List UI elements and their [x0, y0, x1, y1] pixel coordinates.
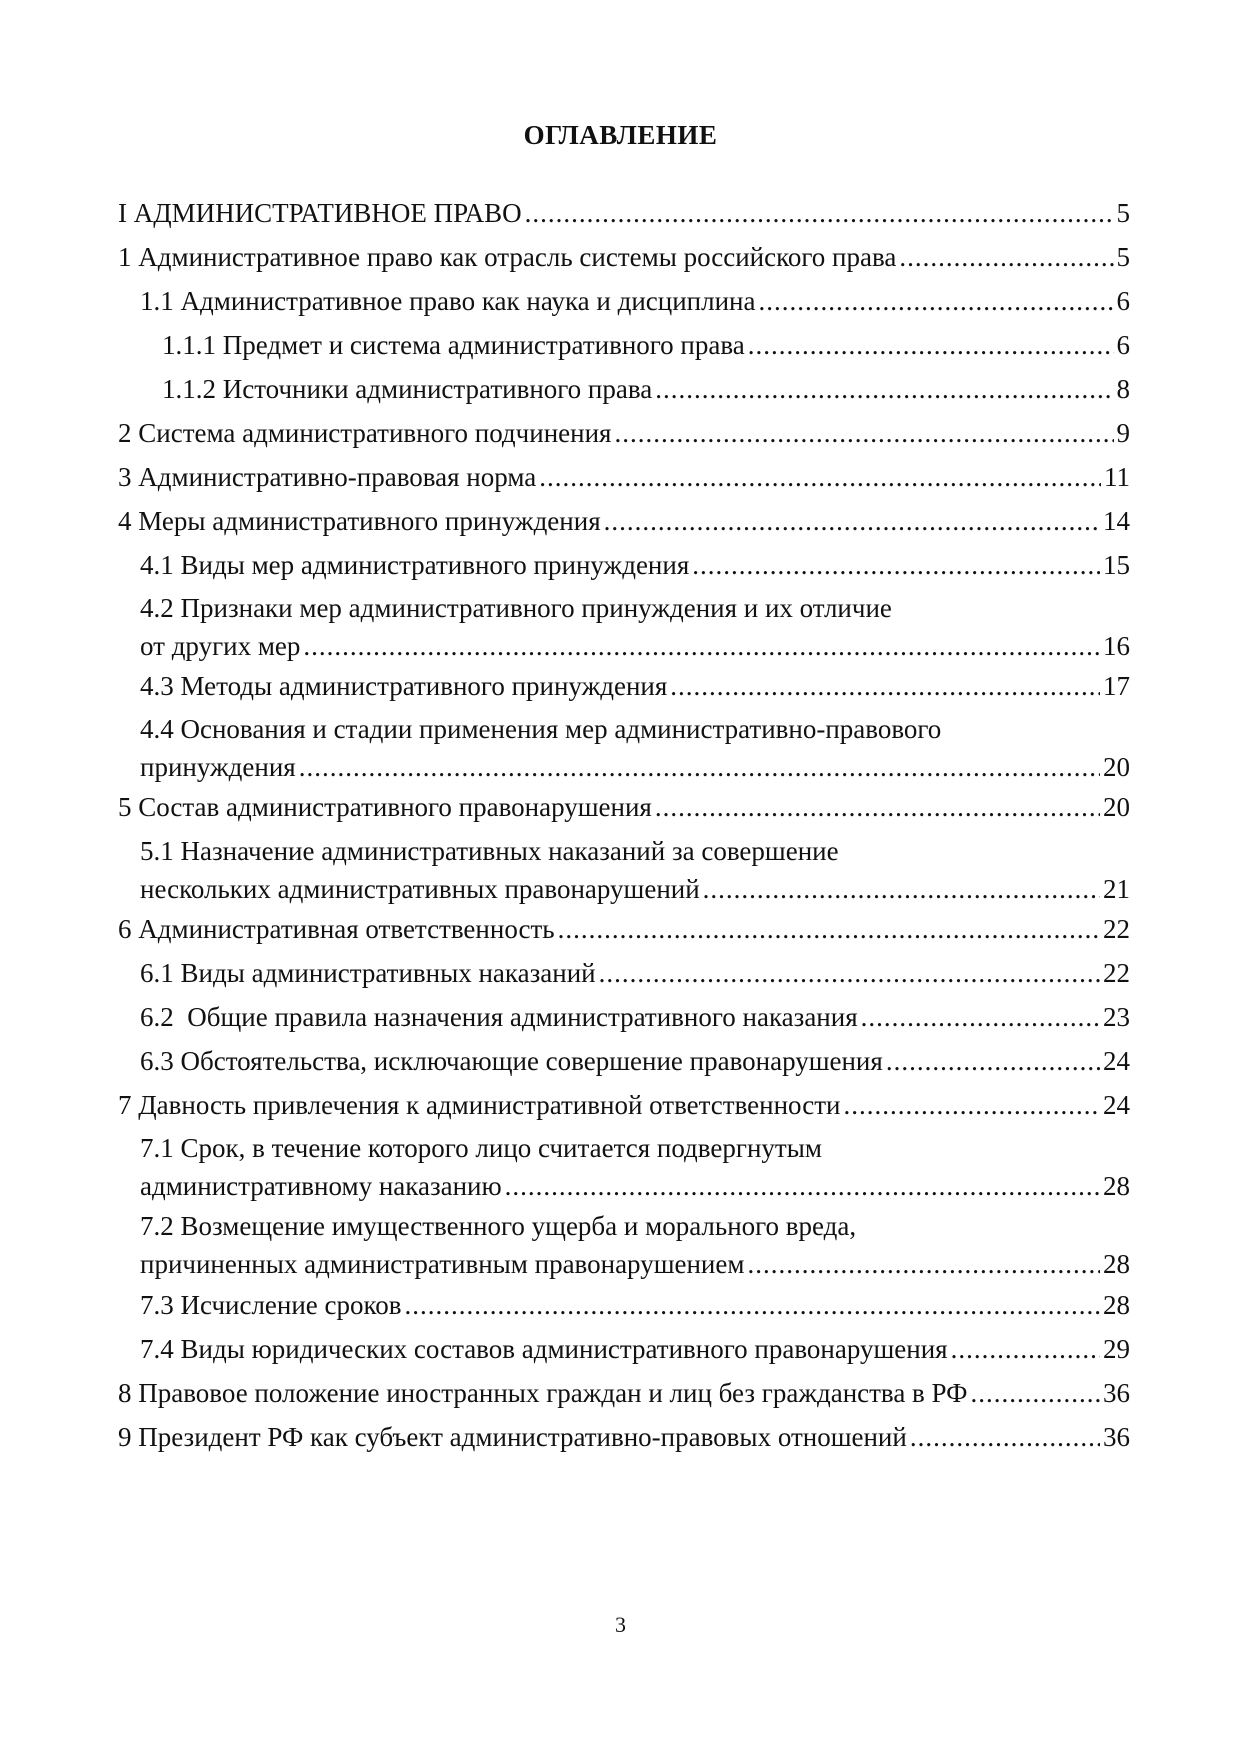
dot-leader [303, 627, 1100, 665]
toc-entry-page: 20 [1103, 752, 1130, 782]
toc-entry-page: 9 [1116, 418, 1130, 448]
dot-leader [599, 954, 1100, 992]
toc-entry[interactable] [140, 832, 1130, 908]
toc-entry-page: 6 [1116, 330, 1130, 360]
toc-entry-title: 6.3 Обстоятельства, исключающие совершение правонарушения [140, 1046, 883, 1076]
toc-entry-page: 24 [1103, 1090, 1130, 1120]
toc-entry[interactable] [140, 667, 1130, 705]
toc-entry-line [140, 1167, 1130, 1205]
toc-entry-line [118, 194, 1130, 232]
toc-entry-page: 28 [1103, 1249, 1130, 1279]
page-title: ОГЛАВЛЕНИЕ [523, 120, 718, 150]
toc-entry[interactable] [140, 954, 1130, 992]
toc-entry-title: 4.1 Виды мер административного принуждения [140, 550, 690, 580]
dot-leader [539, 458, 1101, 496]
toc-entry-page: 11 [1104, 462, 1130, 492]
toc-entry-title: 6 Административная ответственность [118, 914, 555, 944]
toc-entry-page: 29 [1103, 1334, 1130, 1364]
dot-leader [758, 282, 1113, 320]
toc-entry-title-first-line: 5.1 Назначение административных наказаний за совершение [140, 836, 839, 866]
dot-leader [655, 788, 1100, 826]
toc-entry-title: 4.3 Методы административного принуждения [140, 671, 668, 701]
toc-entry-title: принуждения [140, 752, 296, 782]
toc-entry[interactable] [140, 282, 1130, 320]
dot-leader [886, 1042, 1100, 1080]
toc-entry-page: 5 [1116, 198, 1130, 228]
toc-entry-line [118, 238, 1130, 276]
toc-entry-title: 9 Президент РФ как субъект административно-правовых отношений [118, 1422, 907, 1452]
dot-leader [299, 748, 1100, 786]
toc-entry-title: причиненных административным правонарушением [140, 1249, 745, 1279]
toc-entry-line [140, 1330, 1130, 1368]
toc-entry[interactable] [140, 546, 1130, 584]
toc-entry[interactable] [140, 1330, 1130, 1368]
dot-leader [861, 998, 1100, 1036]
toc-entry-title: от других мер [140, 631, 301, 661]
dot-leader [505, 1167, 1100, 1205]
dot-leader [604, 502, 1100, 540]
toc-entry[interactable] [140, 710, 1130, 786]
toc-entry-page: 24 [1103, 1046, 1130, 1076]
toc-entry[interactable] [118, 1086, 1130, 1124]
toc-entry-title-first-line: 7.2 Возмещение имущественного ущерба и морального вреда, [140, 1211, 857, 1241]
dot-leader [747, 1245, 1100, 1283]
toc-entry-title: 3 Административно-правовая норма [118, 462, 537, 492]
toc-entry-line [140, 546, 1130, 584]
dot-leader [748, 326, 1114, 364]
toc-entry-line [140, 627, 1130, 665]
toc-entry-title-first-line: 4.4 Основания и стадии применения мер административно-правового [140, 714, 942, 744]
dot-leader [843, 1086, 1100, 1124]
toc-entry[interactable] [118, 910, 1130, 948]
toc-entry-line [140, 1042, 1130, 1080]
toc-entry-title: 1.1 Административное право как наука и дисциплина [140, 286, 756, 316]
toc-entry-line [118, 458, 1130, 496]
toc-entry-page: 17 [1103, 671, 1130, 701]
toc-entry-line [118, 788, 1130, 826]
toc-entry-page: 16 [1103, 631, 1130, 661]
toc-entry-page: 21 [1103, 874, 1130, 904]
toc-entry-title: 2 Система административного подчинения [118, 418, 612, 448]
toc-entry-line [140, 1286, 1130, 1324]
toc-entry-line [118, 414, 1130, 452]
toc-entry[interactable] [140, 589, 1130, 665]
toc-entry[interactable] [140, 998, 1130, 1036]
toc-entry-title: 4 Меры административного принуждения [118, 506, 601, 536]
toc-entry-page: 8 [1116, 374, 1130, 404]
toc-entry-line [162, 370, 1130, 408]
toc-entry[interactable] [162, 326, 1130, 364]
toc-entry-title: административному наказанию [140, 1171, 502, 1201]
toc-entry-page: 36 [1103, 1422, 1130, 1452]
toc-entry[interactable] [118, 788, 1130, 826]
toc-entry-line [162, 326, 1130, 364]
toc-entry-title: 1.1.1 Предмет и система административного права [162, 330, 745, 360]
toc-entry-line [140, 998, 1130, 1036]
toc-entry[interactable] [140, 1042, 1130, 1080]
dot-leader [951, 1330, 1100, 1368]
toc-entry-page: 22 [1103, 958, 1130, 988]
dot-leader [670, 667, 1100, 705]
toc-entry[interactable] [118, 502, 1130, 540]
toc-entry-page: 28 [1103, 1171, 1130, 1201]
dot-leader [910, 1418, 1100, 1456]
toc-entry-line [140, 748, 1130, 786]
toc-entry-line [140, 1245, 1130, 1283]
toc-entry-title: 1.1.2 Источники административного права [162, 374, 653, 404]
toc-entry-title: 7.4 Виды юридических составов административного правонарушения [140, 1334, 948, 1364]
toc-entry[interactable] [118, 1418, 1130, 1456]
toc-entry-line [140, 870, 1130, 908]
dot-leader [970, 1374, 1100, 1412]
toc-entry-page: 22 [1103, 914, 1130, 944]
toc-entry-page: 23 [1103, 1002, 1130, 1032]
toc-entry-page: 28 [1103, 1290, 1130, 1320]
dot-leader [692, 546, 1100, 584]
toc-entry-title: 5 Состав административного правонарушения [118, 792, 652, 822]
toc-entry-line [118, 1374, 1130, 1412]
toc-entry-title: 8 Правовое положение иностранных граждан и лиц без гражданства в РФ [118, 1378, 968, 1408]
dot-leader [558, 910, 1100, 948]
toc-entry-line [118, 1418, 1130, 1456]
toc-entry-page: 36 [1103, 1378, 1130, 1408]
toc-entry[interactable] [118, 414, 1130, 452]
toc-entry-line [118, 1086, 1130, 1124]
toc-entry-line [118, 502, 1130, 540]
toc-entry-title: 6.1 Виды административных наказаний [140, 958, 596, 988]
toc-entry[interactable] [140, 1286, 1130, 1324]
dot-leader [899, 238, 1113, 276]
toc-entry-page: 15 [1103, 550, 1130, 580]
toc-entry-title: 6.2 Общие правила назначения административного наказания [140, 1002, 858, 1032]
toc-entry-page: 20 [1103, 792, 1130, 822]
toc-entry-title: 7 Давность привлечения к административной ответственности [118, 1090, 841, 1120]
dot-leader [405, 1286, 1100, 1324]
page-number: 3 [615, 1612, 626, 1637]
dot-leader [614, 414, 1113, 452]
toc-entry-title: 7.3 Исчисление сроков [140, 1290, 402, 1320]
dot-leader [525, 194, 1114, 232]
toc-entry[interactable] [118, 194, 1130, 232]
toc-entry-title: I АДМИНИСТРАТИВНОЕ ПРАВО [118, 198, 522, 228]
toc-entry-title-first-line: 7.1 Срок, в течение которого лицо считается подвергнутым [140, 1133, 822, 1163]
toc-entry[interactable] [140, 1207, 1130, 1283]
toc-entry[interactable] [118, 238, 1130, 276]
toc-entry-line [140, 667, 1130, 705]
toc-entry-title: нескольких административных правонарушений [140, 874, 700, 904]
dot-leader [703, 870, 1100, 908]
toc-entry-line [140, 282, 1130, 320]
toc-entry[interactable] [118, 1374, 1130, 1412]
dot-leader [655, 370, 1113, 408]
toc-entry[interactable] [140, 1129, 1130, 1205]
toc-entry-page: 6 [1116, 286, 1130, 316]
toc-entry-title: 1 Административное право как отрасль системы российского права [118, 242, 897, 272]
toc-entry[interactable] [162, 370, 1130, 408]
toc-entry-page: 5 [1116, 242, 1130, 272]
toc-entry-title-first-line: 4.2 Признаки мер административного принуждения и их отличие [140, 593, 892, 623]
toc-entry-page: 14 [1103, 506, 1130, 536]
toc-entry[interactable] [118, 458, 1130, 496]
toc-entry-line [140, 954, 1130, 992]
toc-entry-line [118, 910, 1130, 948]
